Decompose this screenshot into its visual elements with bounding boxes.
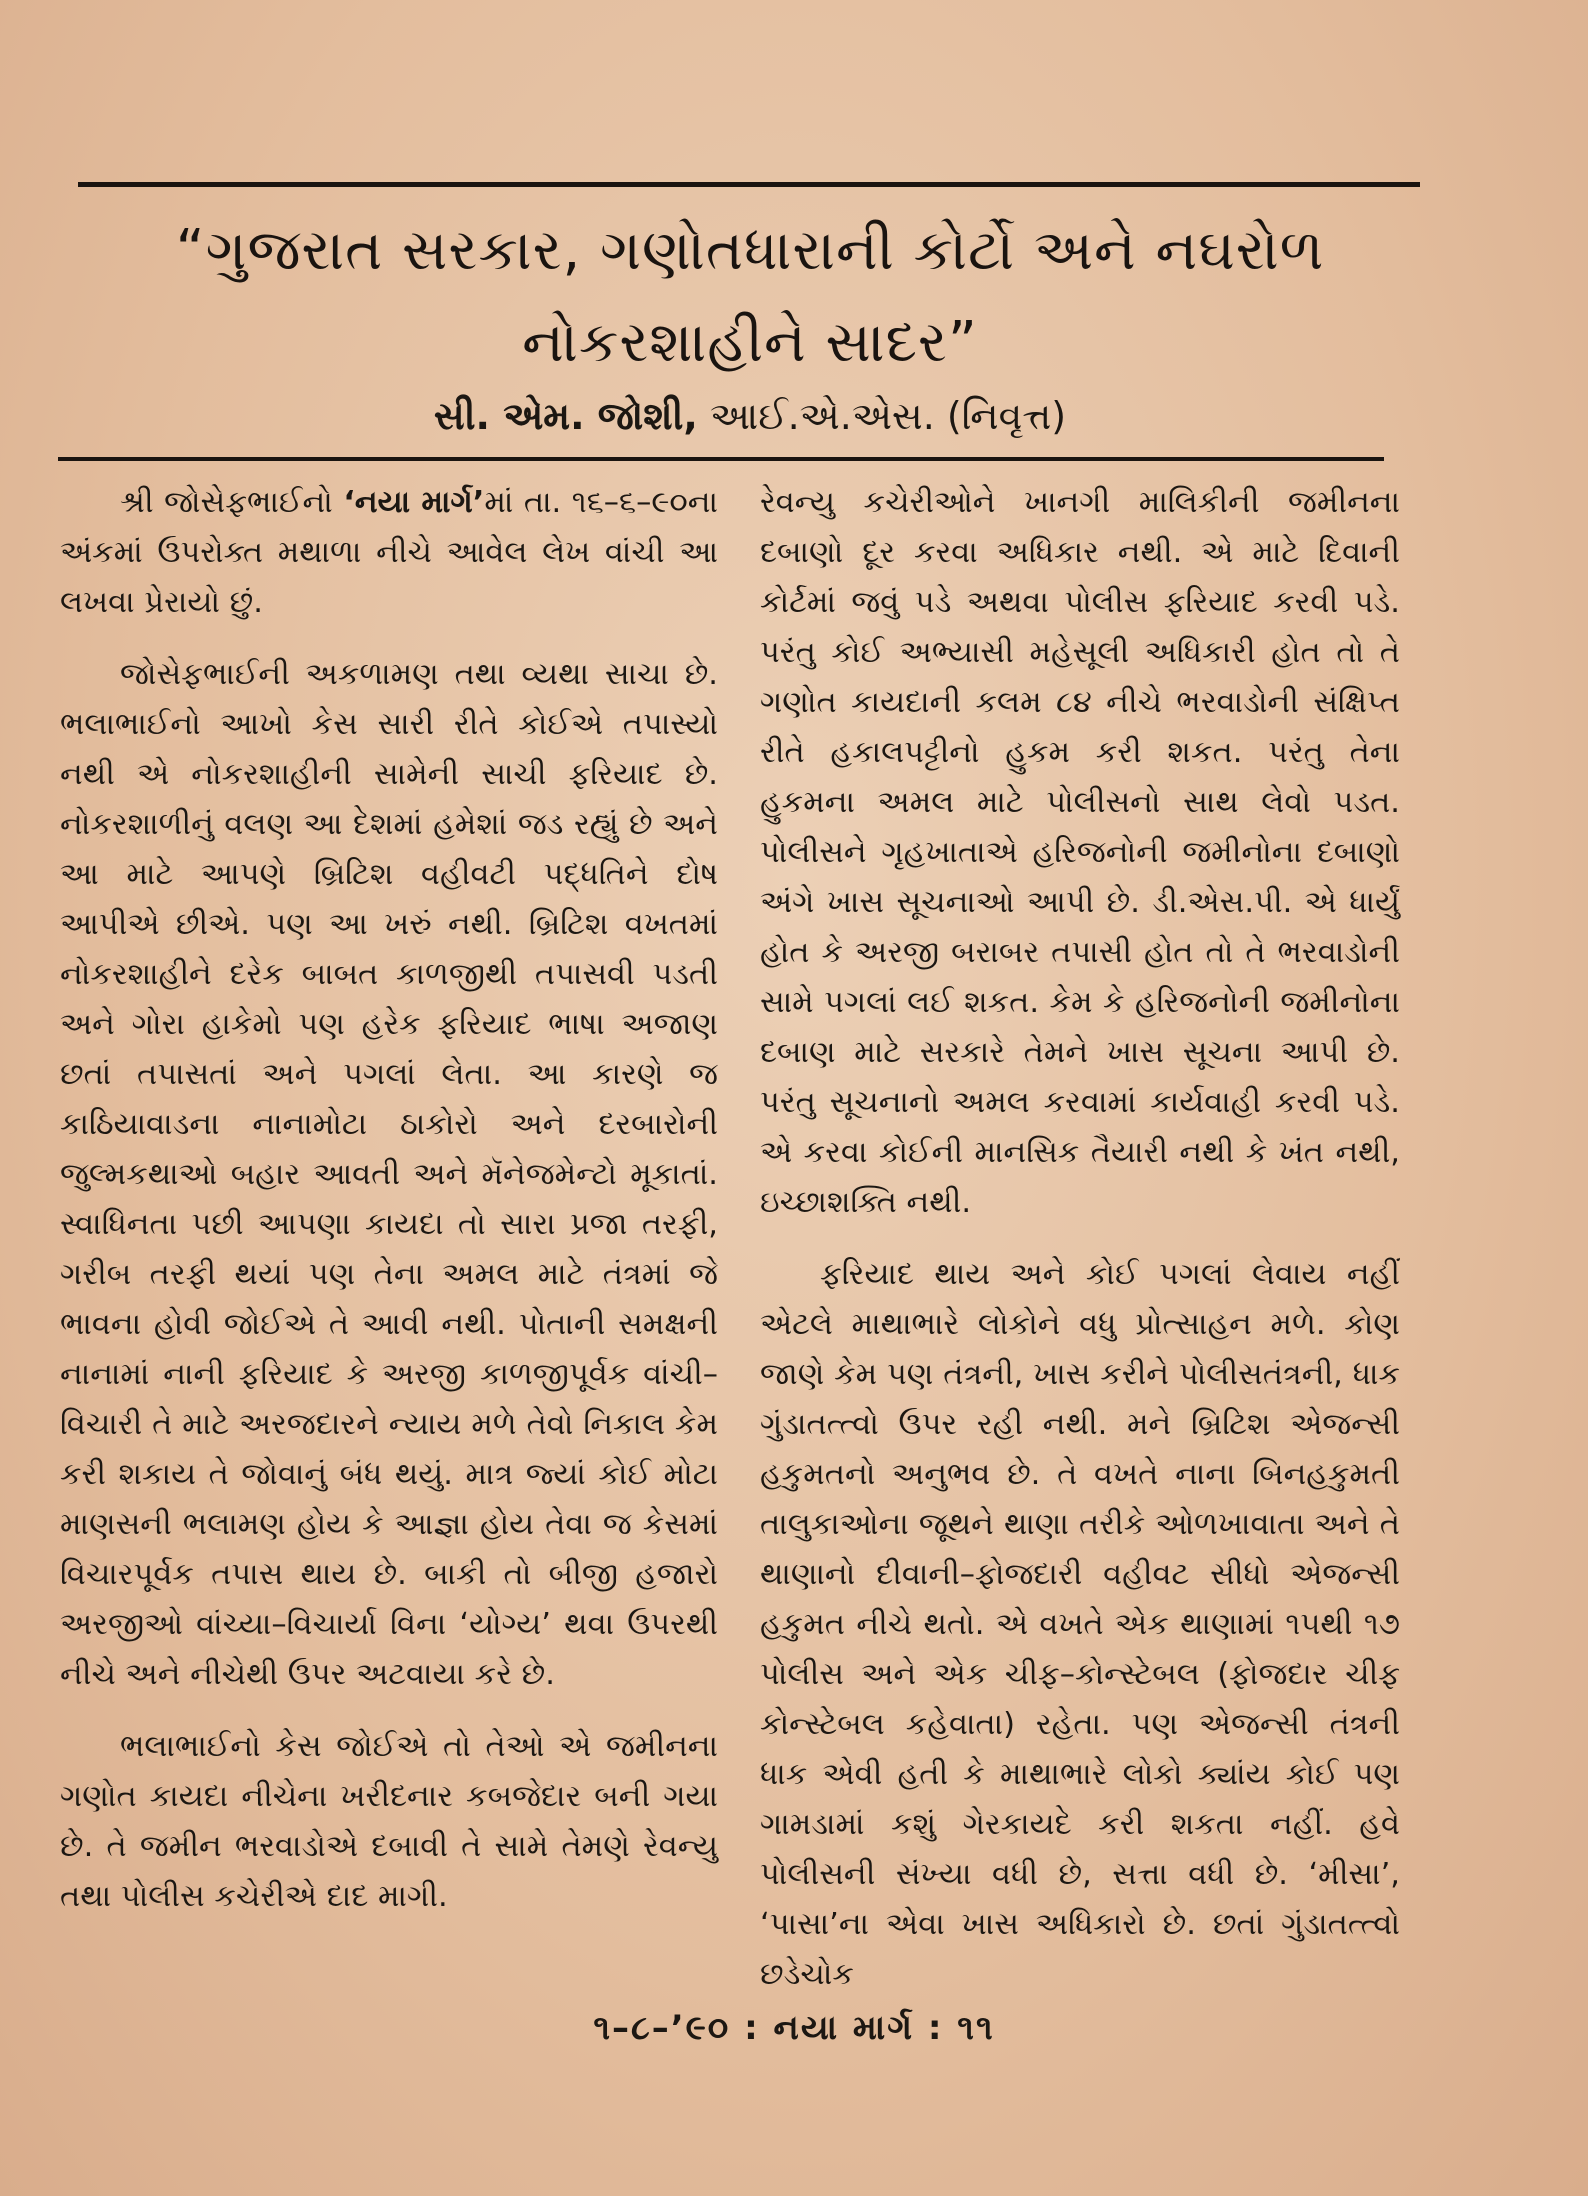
right-column xyxy=(760,478,1400,2022)
article-title xyxy=(70,205,1430,389)
left-paragraph-3: ભલાભાઈનો કેસ જોઈએ તો તેઓ એ જમીનના ગણોત કાયદા નીચેના ખરીદનાર કબજેદાર બની ગયા છે. તે જમીન ભરવાડોએ દબાવી તે સામે તેમણે રેવન્યુ તથા પોલીસ કચેરીએ દાદ માગી. xyxy=(60,1729,718,1914)
page-footer: ૧–૮–’૯૦ : નયા માર્ગ : ૧૧ xyxy=(593,2008,995,2048)
author-title: આઈ.એ.એસ. (નિવૃત્ત) xyxy=(697,394,1067,438)
left-paragraph-1 xyxy=(60,478,718,628)
right-paragraph-2: ફરિયાદ થાય અને કોઈ પગલાં લેવાય નહીં એટલે માથાભારે લોકોને વધુ પ્રોત્સાહન મળે. કોણ જાણે કેમ પણ તંત્રની, ખાસ કરીને પોલીસતંત્રની, ધાક ગુંડાતત્ત્વો ઉપર રહી નથી. મને બ્રિટિશ એજન્સી હકુમતનો અનુભવ છે. તે વખતે નાના બિનહકુમતી તાલુકાઓના જૂથને થાણા તરીકે ઓળખાવાતા અને તે થાણાનો દીવાની–ફોજદારી વહીવટ સીધો એજન્સી હકુમત નીચે થતો. એ વખતે એક થાણામાં ૧૫થી ૧૭ પોલીસ અને એક ચીફ–કોન્સ્ટેબલ (ફોજદાર ચીફ કોન્સ્ટેબલ કહેવાતા) રહેતા. પણ એજન્સી તંત્રની ધાક એવી હતી કે માથાભારે લોકો ક્યાંય કોઈ પણ ગામડામાં કશું ગેરકાયદે કરી શકતા નહીં. હવે પોલીસની સંખ્યા વધી છે, સત્તા વધી છે. ‘મીસા’, ‘પાસા’ના એવા ખાસ અધિકારો છે. છતાં ગુંડાતત્ત્વો છડેચોક xyxy=(760,1257,1400,1992)
top-rule xyxy=(78,182,1420,187)
title-line-1: “ગુજરાત સરકાર, ગણોતધારાની કોર્ટો અને નઘરોળ xyxy=(175,218,1325,283)
title-line-2: નોકરશાહીને સાદર” xyxy=(522,310,978,375)
left-column xyxy=(60,478,718,1944)
author-name: સી. એમ. જોશી, xyxy=(433,394,698,438)
left-p1-text-a: શ્રી જોસેફભાઈનો xyxy=(120,485,344,520)
left-p1-text-b: માં તા. ૧૬–૬–૯૦ના અંકમાં ઉપરોક્ત મથાળા નીચે આવેલ લેખ વાંચી આ લખવા પ્રેરાયો છું. xyxy=(60,485,718,620)
right-paragraph-1: રેવન્યુ કચેરીઓને ખાનગી માલિકીની જમીનના દબાણો દૂર કરવા અધિકાર નથી. એ માટે દિવાની કોર્ટમાં જવું પડે અથવા પોલીસ ફરિયાદ કરવી પડે. પરંતુ કોઈ અભ્યાસી મહેસૂલી અધિકારી હોત તો તે ગણોત કાયદાની કલમ ૮૪ નીચે ભરવાડોની સંક્ષિપ્ત રીતે હકાલપટ્ટીનો હુકમ કરી શકત. પરંતુ તેના હુકમના અમલ માટે પોલીસનો સાથ લેવો પડત. પોલીસને ગૃહખાતાએ હરિજનોની જમીનોના દબાણો અંગે ખાસ સૂચનાઓ આપી છે. ડી.એસ.પી. એ ધાર્યું હોત કે અરજી બરાબર તપાસી હોત તો તે ભરવાડોની સામે પગલાં લઈ શકત. કેમ કે હરિજનોની જમીનોના દબાણ માટે સરકારે તેમને ખાસ સૂચના આપી છે. પરંતુ સૂચનાનો અમલ કરવામાં કાર્યવાહી કરવી પડે. એ કરવા કોઈની માનસિક તૈયારી નથી કે ખંત નથી, ઇચ્છાશક્તિ નથી. xyxy=(760,485,1400,1220)
header-rule xyxy=(58,457,1384,461)
magazine-name: ‘નયા માર્ગ’ xyxy=(343,485,485,520)
left-paragraph-2: જોસેફભાઈની અકળામણ તથા વ્યથા સાચા છે. ભલાભાઈનો આખો કેસ સારી રીતે કોઈએ તપાસ્યો નથી એ નોકરશાહીની સામેની સાચી ફરિયાદ છે. નોકરશાળીનું વલણ આ દેશમાં હમેશાં જડ રહ્યું છે અને આ માટે આપણે બ્રિટિશ વહીવટી પદ્ધતિને દોષ આપીએ છીએ. પણ આ ખરું નથી. બ્રિટિશ વખતમાં નોકરશાહીને દરેક બાબત કાળજીથી તપાસવી પડતી અને ગોરા હાકેમો પણ હરેક ફરિયાદ ભાષા અજાણ છતાં તપાસતાં અને પગલાં લેતા. આ કારણે જ કાઠિયાવાડના નાનામોટા ઠાકોરો અને દરબારોની જુલ્મકથાઓ બહાર આવતી અને મૅનેજમેન્ટો મૂકાતાં. સ્વાધિનતા પછી આપણા કાયદા તો સારા પ્રજા તરફી, ગરીબ તરફી થયાં પણ તેના અમલ માટે તંત્રમાં જે ભાવના હોવી જોઈએ તે આવી નથી. પોતાની સમક્ષની નાનામાં નાની ફરિયાદ કે અરજી કાળજીપૂર્વક વાંચી–વિચારી તે માટે અરજદારને ન્યાય મળે તેવો નિકાલ કેમ કરી શકાય તે જોવાનું બંધ થયું. માત્ર જ્યાં કોઈ મોટા માણસની ભલામણ હોય કે આજ્ઞા હોય તેવા જ કેસમાં વિચારપૂર્વક તપાસ થાય છે. બાકી તો બીજી હજારો અરજીઓ વાંચ્યા–વિચાર્યા વિના ‘યોગ્ય’ થવા ઉપરથી નીચે અને નીચેથી ઉપર અટવાયા કરે છે. xyxy=(60,657,718,1692)
byline xyxy=(70,390,1430,442)
